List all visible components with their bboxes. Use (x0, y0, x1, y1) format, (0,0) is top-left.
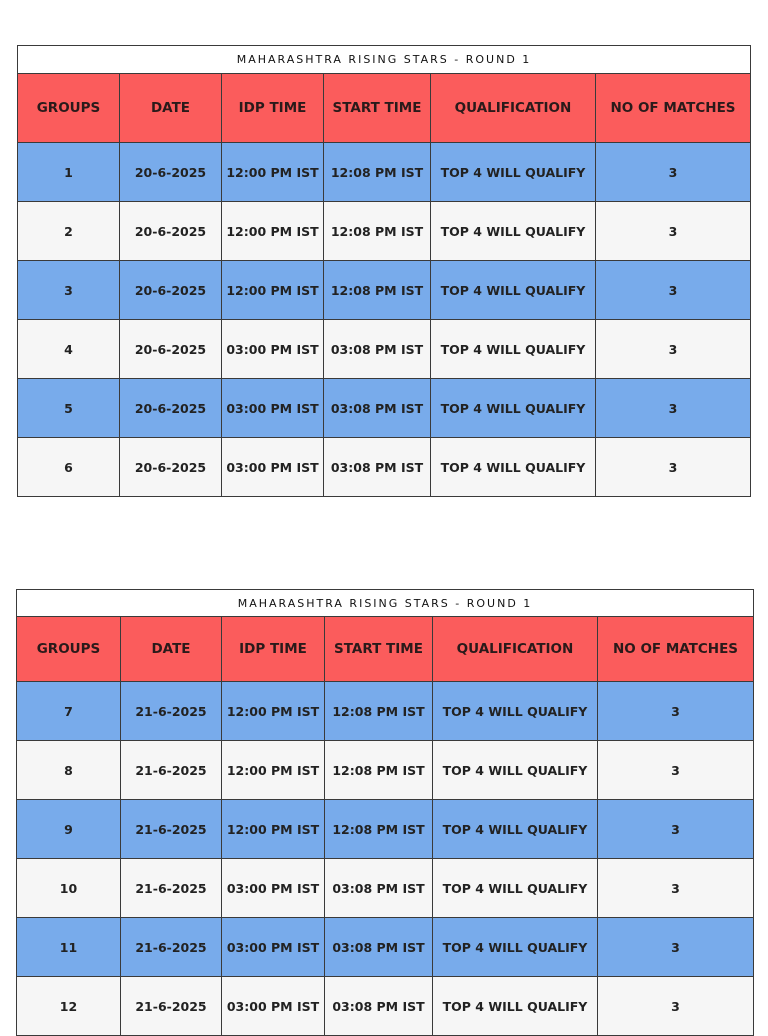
cell-group: 8 (17, 741, 121, 800)
table-header-row (17, 617, 754, 682)
cell-start-time: 03:08 PM IST (324, 320, 431, 379)
table-row (18, 261, 751, 320)
cell-idp-time: 12:00 PM IST (222, 202, 324, 261)
header-qualification: QUALIFICATION (433, 617, 598, 682)
cell-qualification: TOP 4 WILL QUALIFY (433, 859, 598, 918)
table-row (18, 202, 751, 261)
cell-qualification: TOP 4 WILL QUALIFY (431, 379, 596, 438)
table-title-row (18, 46, 751, 74)
cell-start-time: 12:08 PM IST (325, 741, 433, 800)
table-row (18, 320, 751, 379)
cell-start-time: 12:08 PM IST (325, 800, 433, 859)
schedule-table-day-1 (17, 45, 751, 497)
cell-idp-time: 12:00 PM IST (222, 261, 324, 320)
cell-matches: 3 (596, 320, 751, 379)
cell-date: 21-6-2025 (121, 682, 222, 741)
table-row (17, 741, 754, 800)
cell-start-time: 03:08 PM IST (325, 977, 433, 1036)
table-row (17, 682, 754, 741)
cell-idp-time: 03:00 PM IST (222, 918, 325, 977)
cell-idp-time: 12:00 PM IST (222, 682, 325, 741)
cell-matches: 3 (598, 741, 754, 800)
cell-idp-time: 12:00 PM IST (222, 741, 325, 800)
cell-group: 3 (18, 261, 120, 320)
cell-qualification: TOP 4 WILL QUALIFY (431, 320, 596, 379)
cell-matches: 3 (598, 800, 754, 859)
cell-qualification: TOP 4 WILL QUALIFY (431, 438, 596, 497)
table-row (17, 977, 754, 1036)
cell-matches: 3 (596, 143, 751, 202)
cell-date: 20-6-2025 (120, 202, 222, 261)
cell-idp-time: 12:00 PM IST (222, 800, 325, 859)
cell-start-time: 12:08 PM IST (324, 261, 431, 320)
cell-date: 20-6-2025 (120, 143, 222, 202)
cell-qualification: TOP 4 WILL QUALIFY (433, 977, 598, 1036)
table-row (17, 800, 754, 859)
header-qualification: QUALIFICATION (431, 74, 596, 143)
cell-group: 11 (17, 918, 121, 977)
cell-date: 20-6-2025 (120, 438, 222, 497)
table-row (18, 143, 751, 202)
table-row (17, 859, 754, 918)
cell-matches: 3 (598, 977, 754, 1036)
header-date: DATE (121, 617, 222, 682)
cell-idp-time: 03:00 PM IST (222, 977, 325, 1036)
header-start-time: START TIME (324, 74, 431, 143)
header-groups: GROUPS (17, 617, 121, 682)
table-title: MAHARASHTRA RISING STARS - ROUND 1 (18, 46, 751, 74)
cell-start-time: 03:08 PM IST (325, 859, 433, 918)
cell-group: 12 (17, 977, 121, 1036)
cell-idp-time: 12:00 PM IST (222, 143, 324, 202)
cell-start-time: 12:08 PM IST (325, 682, 433, 741)
cell-qualification: TOP 4 WILL QUALIFY (431, 261, 596, 320)
cell-qualification: TOP 4 WILL QUALIFY (433, 682, 598, 741)
header-groups: GROUPS (18, 74, 120, 143)
cell-matches: 3 (596, 261, 751, 320)
cell-start-time: 12:08 PM IST (324, 143, 431, 202)
cell-group: 4 (18, 320, 120, 379)
cell-matches: 3 (598, 859, 754, 918)
cell-qualification: TOP 4 WILL QUALIFY (433, 741, 598, 800)
cell-idp-time: 03:00 PM IST (222, 859, 325, 918)
cell-date: 21-6-2025 (121, 977, 222, 1036)
cell-matches: 3 (596, 379, 751, 438)
table-title-row (17, 590, 754, 617)
cell-start-time: 03:08 PM IST (324, 379, 431, 438)
cell-matches: 3 (596, 438, 751, 497)
cell-qualification: TOP 4 WILL QUALIFY (433, 800, 598, 859)
header-no-of-matches: NO OF MATCHES (596, 74, 751, 143)
cell-start-time: 03:08 PM IST (324, 438, 431, 497)
cell-start-time: 12:08 PM IST (324, 202, 431, 261)
cell-start-time: 03:08 PM IST (325, 918, 433, 977)
cell-date: 21-6-2025 (121, 859, 222, 918)
cell-date: 20-6-2025 (120, 379, 222, 438)
cell-date: 20-6-2025 (120, 261, 222, 320)
cell-qualification: TOP 4 WILL QUALIFY (433, 918, 598, 977)
header-date: DATE (120, 74, 222, 143)
cell-group: 7 (17, 682, 121, 741)
table-title: MAHARASHTRA RISING STARS - ROUND 1 (17, 590, 754, 617)
cell-idp-time: 03:00 PM IST (222, 438, 324, 497)
table-row (17, 918, 754, 977)
table-row (18, 379, 751, 438)
cell-date: 21-6-2025 (121, 741, 222, 800)
cell-group: 1 (18, 143, 120, 202)
header-idp-time: IDP TIME (222, 617, 325, 682)
schedule-table-day-2 (16, 589, 754, 1036)
cell-matches: 3 (598, 682, 754, 741)
cell-matches: 3 (598, 918, 754, 977)
cell-date: 21-6-2025 (121, 918, 222, 977)
cell-group: 2 (18, 202, 120, 261)
table-header-row (18, 74, 751, 143)
cell-qualification: TOP 4 WILL QUALIFY (431, 202, 596, 261)
header-no-of-matches: NO OF MATCHES (598, 617, 754, 682)
cell-group: 9 (17, 800, 121, 859)
cell-group: 5 (18, 379, 120, 438)
header-idp-time: IDP TIME (222, 74, 324, 143)
cell-idp-time: 03:00 PM IST (222, 379, 324, 438)
table-row (18, 438, 751, 497)
cell-group: 6 (18, 438, 120, 497)
cell-date: 20-6-2025 (120, 320, 222, 379)
cell-date: 21-6-2025 (121, 800, 222, 859)
cell-idp-time: 03:00 PM IST (222, 320, 324, 379)
header-start-time: START TIME (325, 617, 433, 682)
cell-qualification: TOP 4 WILL QUALIFY (431, 143, 596, 202)
cell-matches: 3 (596, 202, 751, 261)
cell-group: 10 (17, 859, 121, 918)
